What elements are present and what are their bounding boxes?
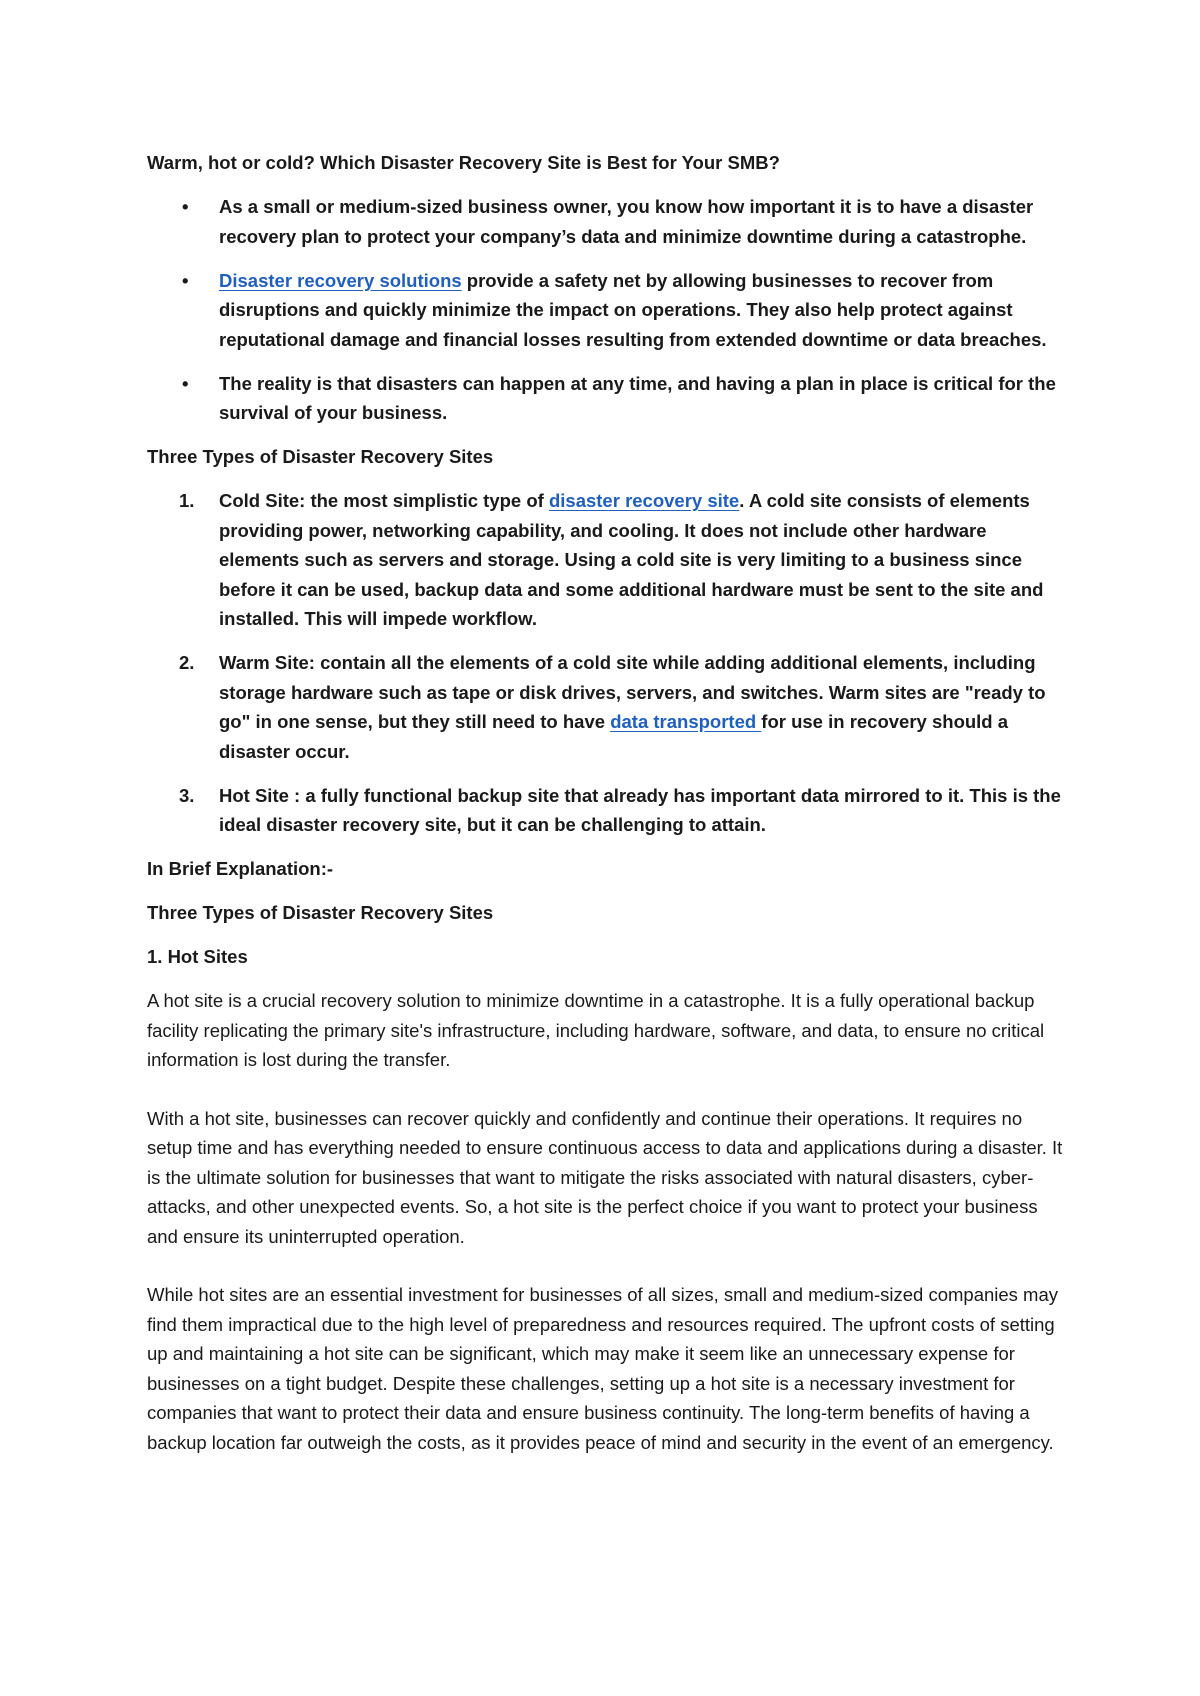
intro-bullet-item <box>147 192 1067 251</box>
list-number: 3. <box>179 784 195 806</box>
types-list-item-warm-site <box>147 648 1067 766</box>
types-heading: Three Types of Disaster Recovery Sites <box>147 446 494 467</box>
types-numbered-list <box>147 486 1067 840</box>
hot-sites-heading: 1. Hot Sites <box>147 946 248 967</box>
data-transported-link[interactable]: data transported <box>610 711 762 732</box>
types-list-item-cold-site <box>147 486 1067 634</box>
intro-bullet-item <box>147 266 1067 355</box>
document-page <box>147 148 1067 1457</box>
bullet-icon: • <box>182 269 189 291</box>
disaster-recovery-solutions-link[interactable]: Disaster recovery solutions <box>219 269 462 291</box>
item-text: Cold Site: the most simplistic type of <box>219 490 549 511</box>
bullet-icon: • <box>182 372 189 394</box>
bullet-icon: • <box>182 196 189 217</box>
hot-sites-paragraph: While hot sites are an essential investment for businesses of all sizes, small and medium-sized companies may find them impractical due to the high level of preparedness and resources required. The upfront costs of setting up and maintaining a hot site can be significant, which may make it seem like an unnecessary expense for businesses on a tight budget. Despite these challenges, setting up a hot site is a necessary investment for companies that want to protect their data and ensure business continuity. The long-term benefits of having a backup location far outweigh the costs, as it provides peace of mind and security in the event of an emergency. <box>147 1284 1059 1453</box>
hot-sites-paragraph: A hot site is a crucial recovery solution to minimize downtime in a catastrophe. It is a fully operational backup facility replicating the primary site's infrastructure, including hardware, software, and data, to ensure no critical information is lost during the transfer. <box>147 990 1045 1070</box>
bullet-text: provide a safety net by allowing businesses to recover from disruptions and quickly minimize the impact on operations. They also help protect against reputational damage and financial losses resulting from extended downtime or data breaches. <box>219 269 1047 350</box>
intro-bullet-item <box>147 369 1067 428</box>
types-heading-secondary: Three Types of Disaster Recovery Sites <box>147 902 494 923</box>
disaster-recovery-site-link[interactable]: disaster recovery site <box>548 490 740 511</box>
intro-bullet-list <box>147 192 1067 428</box>
item-text: . A cold site consists of elements providing power, networking capability, and cooling. It does not include other hardware elements such as servers and storage. Using a cold site is very limiting to a business since before it can be used, backup data and some additional hardware must be sent to the site and installed. This will impede workflow. <box>219 490 1044 629</box>
bullet-text: As a small or medium-sized business owner, you know how important it is to have a disaster recovery plan to protect your company’s data and minimize downtime during a catastrophe. <box>219 196 1034 247</box>
item-text: Warm Site: contain all the elements of a cold site while adding additional elements, including storage hardware such as tape or disk drives, servers, and switches. Warm sites are "ready to go" in one sense, but they still need to have <box>219 652 1046 732</box>
list-number: 2. <box>179 652 195 673</box>
bullet-text: The reality is that disasters can happen at any time, and having a plan in place is critical for the survival of your business. <box>219 372 1056 423</box>
item-text: Hot Site : a fully functional backup site that already has important data mirrored to it. This is the ideal disaster recovery site, but it can be challenging to attain. <box>219 784 1061 835</box>
document-title: Warm, hot or cold? Which Disaster Recovery Site is Best for Your SMB? <box>147 152 780 173</box>
types-list-item-hot-site <box>147 781 1067 840</box>
item-text: for use in recovery should a disaster occur. <box>219 711 1009 762</box>
hot-sites-paragraph: With a hot site, businesses can recover quickly and confidently and continue their operations. It requires no setup time and has everything needed to ensure continuous access to data and applications during a disaster. It is the ultimate solution for businesses that want to mitigate the risks associated with natural disasters, cyber-attacks, and other unexpected events. So, a hot site is the perfect choice if you want to protect your business and ensure its uninterrupted operation. <box>147 1107 1063 1247</box>
brief-explanation-heading: In Brief Explanation:- <box>147 858 334 879</box>
list-number: 1. <box>179 490 195 511</box>
